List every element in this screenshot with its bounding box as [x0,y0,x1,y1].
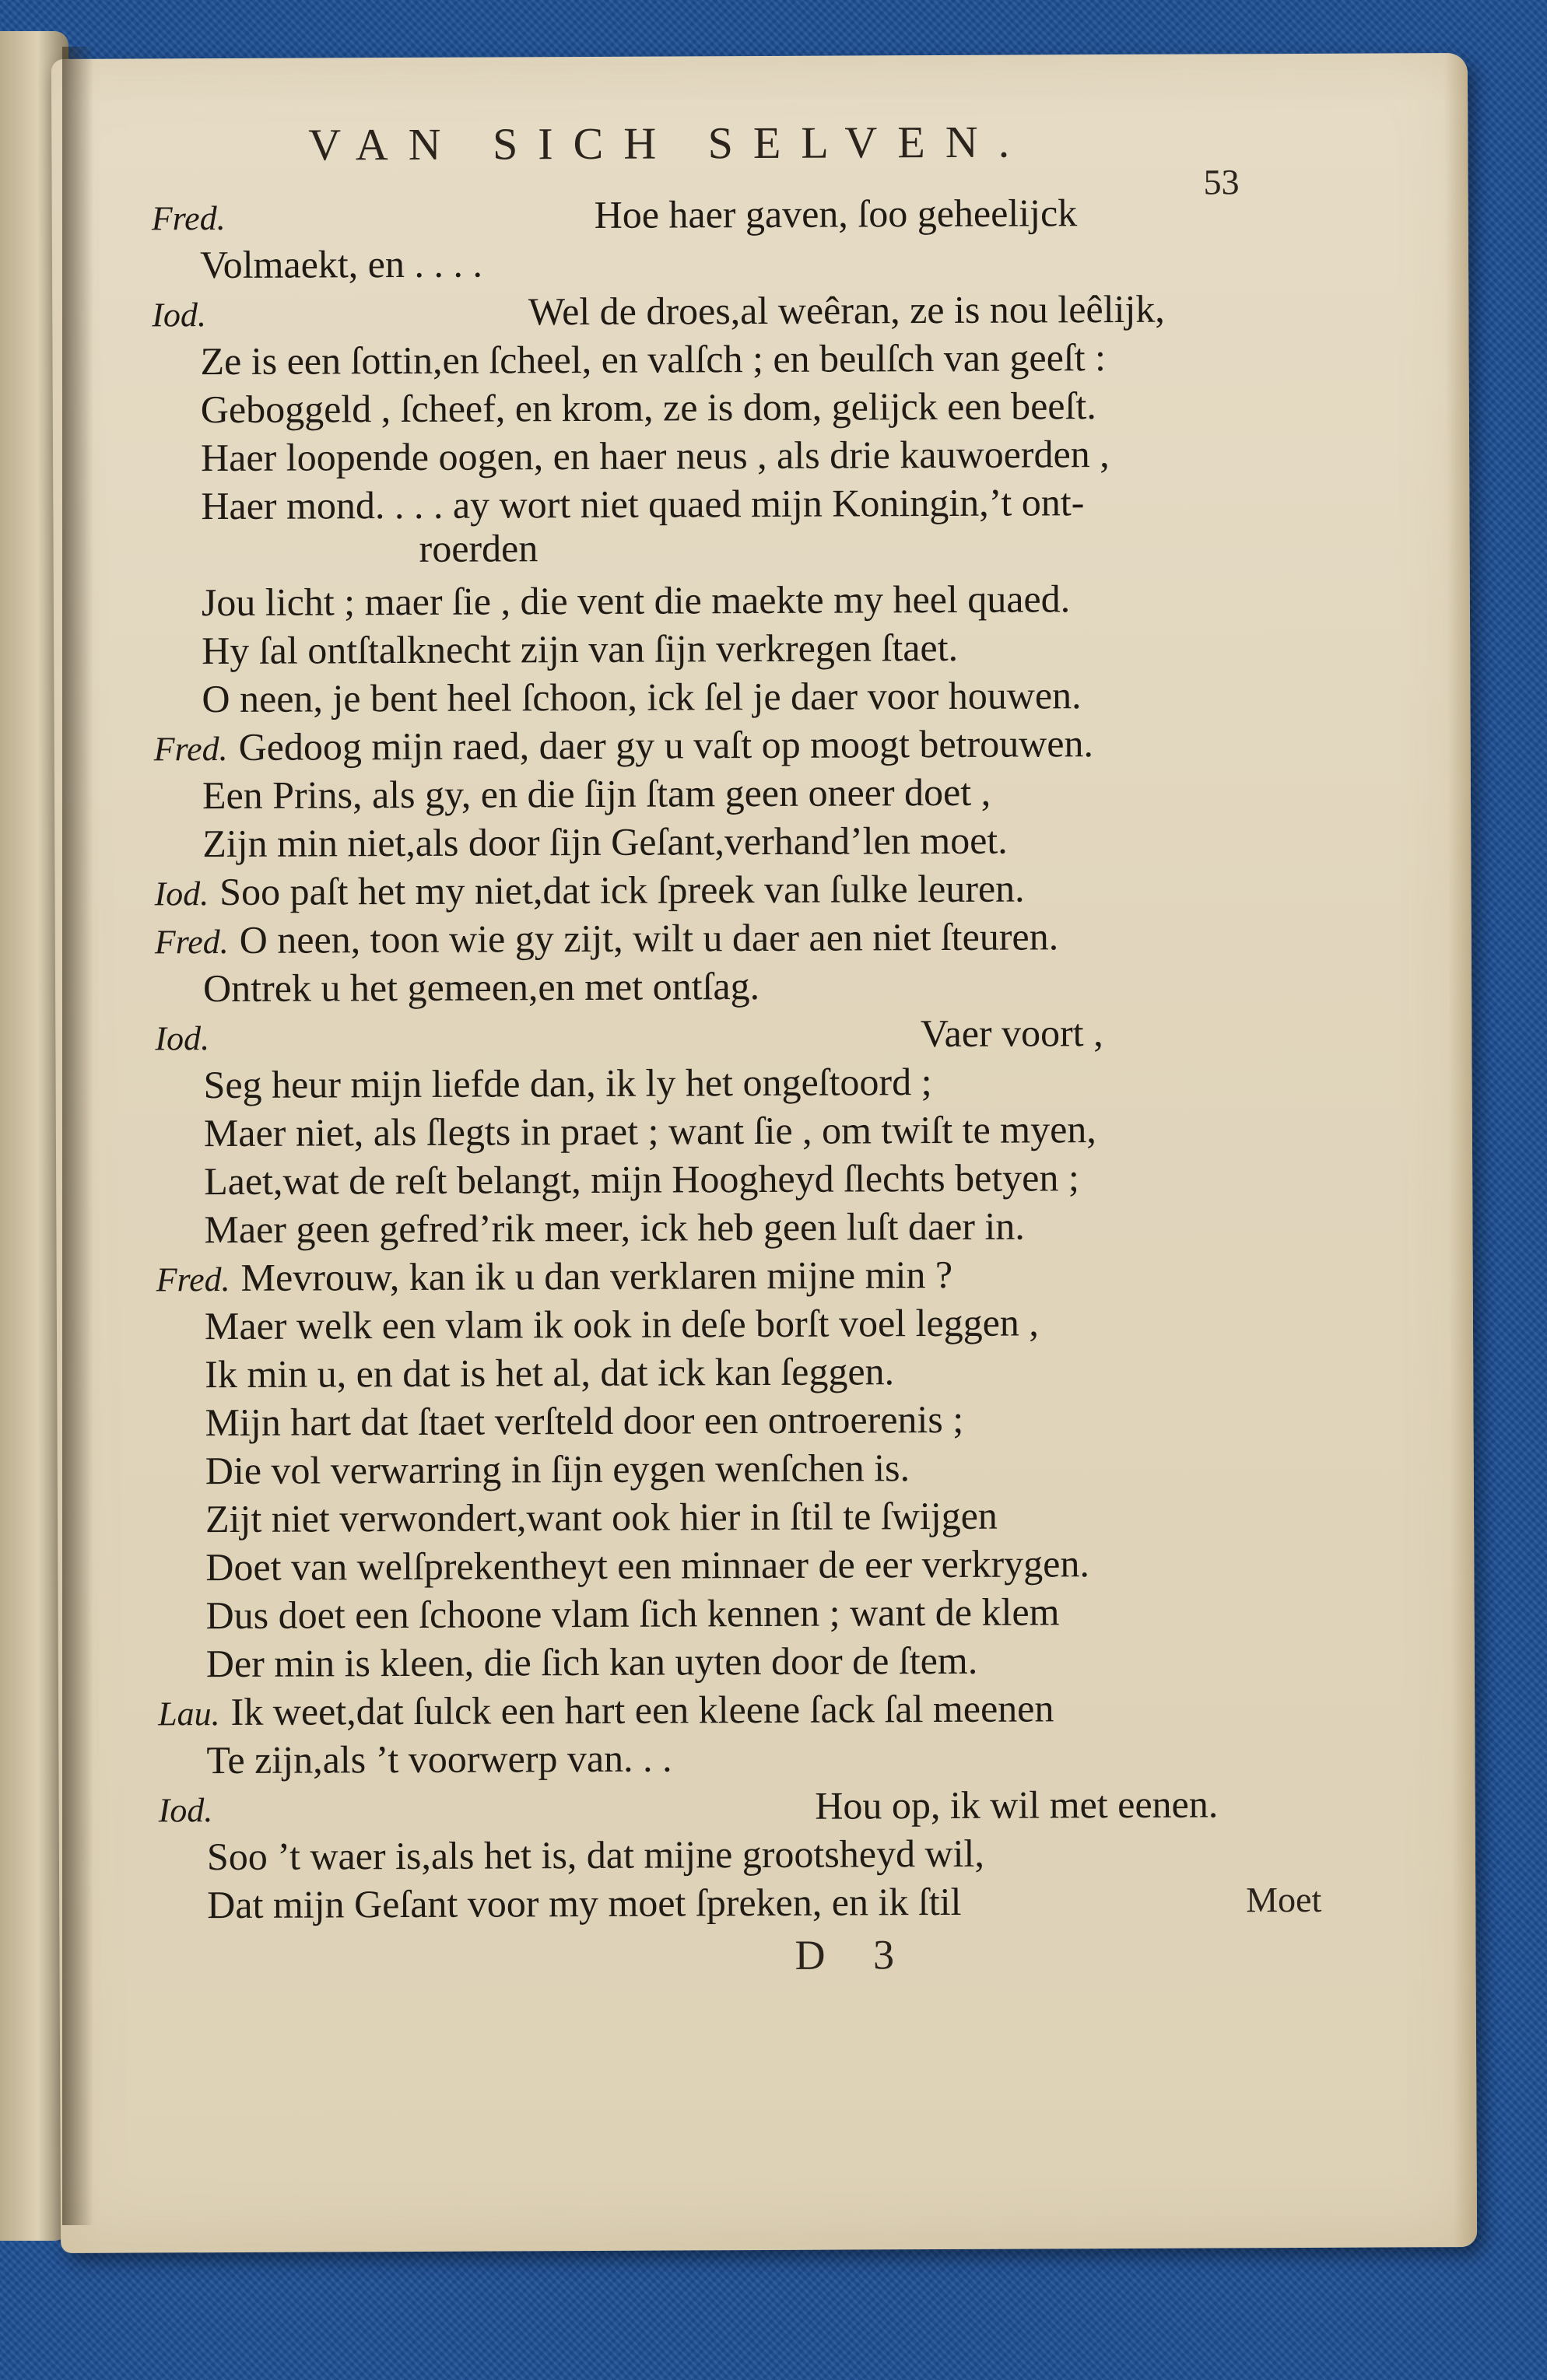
speaker-label: Lau. [158,1695,220,1733]
line-text: Jou licht ; maer ſie , die vent die maekte my heel quaed. [201,577,1071,625]
verse-line [206,1831,985,1879]
verse-line [419,528,538,568]
verse-line [205,1541,1090,1590]
verse-line [203,1107,1096,1155]
line-text: O neen, je bent heel ſchoon, ick ſel je daer voor houwen. [202,673,1082,721]
line-text: Haer mond. . . . ay wort niet quaed mijn Koningin,’t ont- [201,480,1085,528]
verse-line [200,432,1110,480]
verse-line [156,1252,953,1299]
line-text: Soo paſt het my niet,dat ick ſpreek van ſulke leuren. [219,866,1025,914]
verse-line [204,1204,1025,1252]
verse-line [202,769,991,818]
line-text: Doet van welſprekentheyt een minnaer de eer verkrygen. [205,1541,1090,1590]
line-text: Dus doet een ſchoone vlam ſich kennen ; want de klem [205,1590,1060,1638]
speaker-label: Iod. [158,1791,213,1830]
verse-line [154,914,1059,962]
speaker-label: Fred. [156,1260,230,1299]
line-text: Seg heur mijn liefde dan, ik ly het ongeſtoord ; [203,1060,932,1107]
verse-line [202,964,760,1011]
line-text: Wel de droes,al weêran, ze is nou leêlijk, [528,286,1165,334]
speaker-label: Iod. [152,296,207,335]
speaker-label: Fred. [151,199,226,238]
verse-line [205,1349,895,1397]
line-text: roerden [419,526,538,570]
line-text: Gedoog mijn raed, daer gy u vaſt op moogt betrouwen. [238,721,1094,769]
verse-line [202,625,959,673]
verse-line [204,1155,1079,1204]
line-text: Ik min u, en dat is het al, dat ick kan ſeggen. [205,1349,895,1397]
line-text: Mevrouw, kan ik u dan verklaren mijne min ? [240,1252,953,1299]
verse-line [199,241,483,287]
verse-line [200,384,1096,432]
verse-line [154,866,1025,914]
verse-line [155,1013,1103,1056]
line-text: Laet,wat de reſt belangt, mijn Hoogheyd ſlechts betyen ; [204,1155,1079,1204]
verse-line [205,1493,998,1541]
line-text: Hoe haer gaven, ſoo geheelijck [594,191,1078,237]
line-text: Hy ſal ontſtalknecht zijn van ſijn verkregen ſtaet. [202,625,959,673]
line-text: Zijn min niet,als door ſijn Geſant,verhand’len moet. [202,818,1008,866]
line-text: Ze is een ſottin,en ſcheel, en valſch ; en beulſch van geeſt : [200,335,1107,384]
page-number: 53 [1203,162,1240,202]
line-text: Maer welk een vlam ik ook in deſe borſt voel leggen , [204,1300,1039,1348]
line-text: Maer geen gefred’rik meer, ick heb geen luſt daer in. [204,1204,1025,1252]
line-text: Soo ’t waer is,als het is, dat mijne grootsheyd wil, [206,1831,985,1879]
line-text: Vaer voort , [920,1011,1103,1056]
spine-shadow [62,47,93,2225]
line-text: Zijt niet verwondert,want ook hier in ſtil te ſwijgen [205,1493,998,1541]
signature-mark: D 3 [795,1931,914,1979]
verse-line [206,1736,672,1782]
line-text: Haer loopende oogen, en haer neus , als drie kauwoerden , [200,432,1110,480]
verse-line [201,577,1071,625]
verse-line [205,1590,1060,1638]
book-page [51,53,1477,2253]
verse-line [205,1446,910,1493]
verse-line [152,193,1078,236]
verse-line [158,1688,1054,1731]
verse-line [205,1638,978,1686]
line-text: Maer niet, als ſlegts in praet ; want ſie , om twiſt te myen, [203,1107,1096,1155]
verse-line [152,286,1165,335]
running-head: VAN SICH SELVEN. [308,116,1030,170]
line-text: Mijn hart dat ſtaet verſteld door een ontroerenis ; [205,1397,964,1445]
speaker-label: Fred. [153,730,228,769]
catchword: Moet [1246,1879,1322,1920]
line-text: Ik weet,dat ſulck een hart een kleene ſack ſal meenen [230,1686,1054,1733]
line-text: Dat mijn Geſant voor my moet ſpreken, en ik ſtil [207,1879,962,1927]
verse-line [200,335,1107,384]
speaker-label: Iod. [154,875,209,913]
line-text: Een Prins, als gy, en die ſijn ſtam geen oneer doet , [202,769,991,818]
speaker-label: Fred. [154,923,229,962]
verse-line [202,673,1082,721]
verse-line [204,1300,1039,1348]
verse-line [205,1397,964,1445]
line-text: Geboggeld , ſcheef, en krom, ze is dom, gelijck een beeſt. [200,384,1096,432]
line-text: Der min is kleen, die ſich kan uyten door de ſtem. [205,1638,978,1686]
verse-line [201,480,1085,528]
verse-line [203,1060,932,1107]
verse-line [159,1784,1219,1828]
verse-text [51,53,1477,2253]
line-text: Hou op, ik wil met eenen. [815,1782,1219,1828]
verse-line [153,721,1094,769]
verse-line [207,1879,962,1927]
line-text: O neen, toon wie gy zijt, wilt u daer aen niet ſteuren. [239,914,1059,962]
line-text: Die vol verwarring in ſijn eygen wenſchen is. [205,1446,910,1493]
line-text: Te zijn,als ’t voorwerp van. . . [206,1736,672,1782]
speaker-label: Iod. [155,1019,210,1058]
line-text: Volmaekt, en . . . . [199,241,483,287]
line-text: Ontrek u het gemeen,en met ontſag. [202,964,760,1011]
verse-line [202,818,1008,866]
